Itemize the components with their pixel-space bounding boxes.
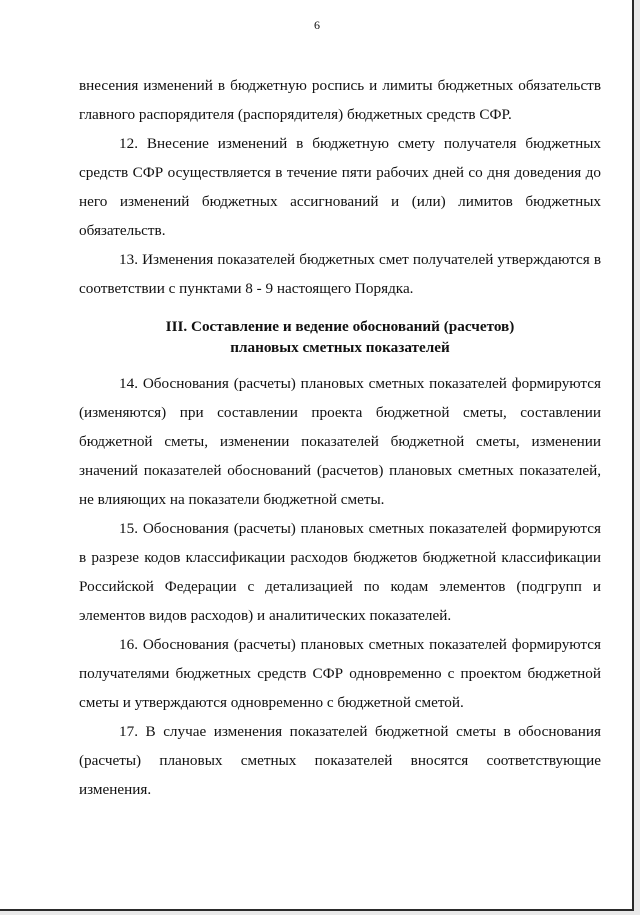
paragraph-16: 16. Обоснования (расчеты) плановых сметных показателей формируются получателями бюджетных средств СФР одновременно с проектом бюджетной сметы и утверждаются одновременно с бюджетной сметой.	[79, 636, 601, 711]
body-text-top	[79, 71, 601, 303]
paragraph-continuation: внесения изменений в бюджетную роспись и лимиты бюджетных обязательств главного распорядителя (распорядителя) бюджетных средств СФР.	[79, 77, 601, 123]
section-heading-line-2: плановых сметных показателей	[230, 339, 450, 356]
body-text-bottom	[79, 369, 601, 804]
section-heading-line-1: III. Составление и ведение обоснований (расчетов)	[165, 318, 515, 335]
paragraph-12: 12. Внесение изменений в бюджетную смету получателя бюджетных средств СФР осуществляется в течение пяти рабочих дней со дня доведения до него изменений бюджетных ассигнований и (или) лимитов бюджетных обязательств.	[79, 135, 601, 239]
page-number: 6	[314, 18, 320, 32]
paragraph-17: 17. В случае изменения показателей бюджетной сметы в обоснования (расчеты) плановых сметных показателей вносятся соответствующие изменения.	[79, 723, 601, 798]
paragraph-15: 15. Обоснования (расчеты) плановых сметных показателей формируются в разрезе кодов классификации расходов бюджетов бюджетной классификации Российской Федерации с детализацией по кодам элементов (подгрупп и элементов видов расходов) и аналитических показателей.	[79, 520, 601, 624]
paragraph-13: 13. Изменения показателей бюджетных смет получателей утверждаются в соответствии с пунктами 8 - 9 настоящего Порядка.	[79, 251, 601, 297]
section-heading	[79, 316, 601, 358]
paragraph-14: 14. Обоснования (расчеты) плановых сметных показателей формируются (изменяются) при составлении проекта бюджетной сметы, составлении бюджетной сметы, изменении показателей бюджетной сметы, изменении значений показателей обоснований (расчетов) плановых сметных показателей, не влияющих на показатели бюджетной сметы.	[79, 375, 601, 508]
